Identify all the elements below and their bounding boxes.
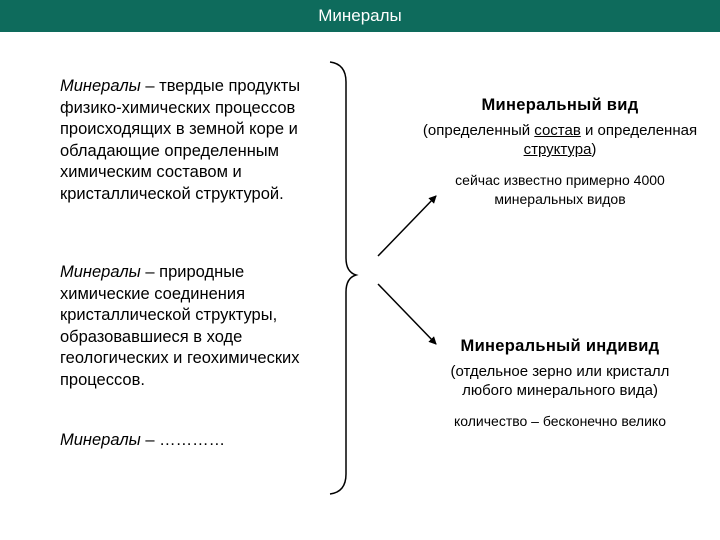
desc-text: ) — [591, 141, 597, 158]
slide-title: Минералы — [318, 6, 402, 25]
mineral-individual-note: количество – бесконечно велико — [453, 413, 666, 429]
definition-term: Минералы — [60, 77, 141, 95]
mineral-individual-title: Минеральный индивид — [460, 337, 660, 355]
definition-term: Минералы — [60, 263, 141, 281]
mineral-individual-description: (отдельное зерно или кристалл любого минерального вида) — [450, 363, 670, 399]
desc-text: (определенный — [422, 122, 535, 139]
definition-text: – твердые продукты физико-химических процессов происходящих в земной коре и обладающие определенным химическим составом и кристаллической структурой. — [60, 77, 301, 203]
desc-text: и определенная — [580, 122, 698, 139]
definition-text: – природные химические соединения кристаллической структуры, образовавшиеся в ходе геологических и геохимических процессов. — [60, 263, 300, 389]
mineral-individual-block — [420, 337, 700, 431]
desc-composition: состав — [534, 122, 581, 139]
definition-term: Минералы — [60, 431, 141, 449]
right-brace — [330, 62, 356, 494]
arrow-down — [378, 284, 436, 344]
desc-structure: структура — [523, 141, 592, 158]
mineral-species-description — [420, 121, 700, 159]
definition-text: – ………… — [140, 431, 226, 449]
mineral-species-title: Минеральный вид — [481, 96, 639, 114]
mineral-species-block — [420, 96, 700, 209]
mineral-species-note: сейчас известно примерно 4000 минеральных видов — [455, 172, 665, 207]
